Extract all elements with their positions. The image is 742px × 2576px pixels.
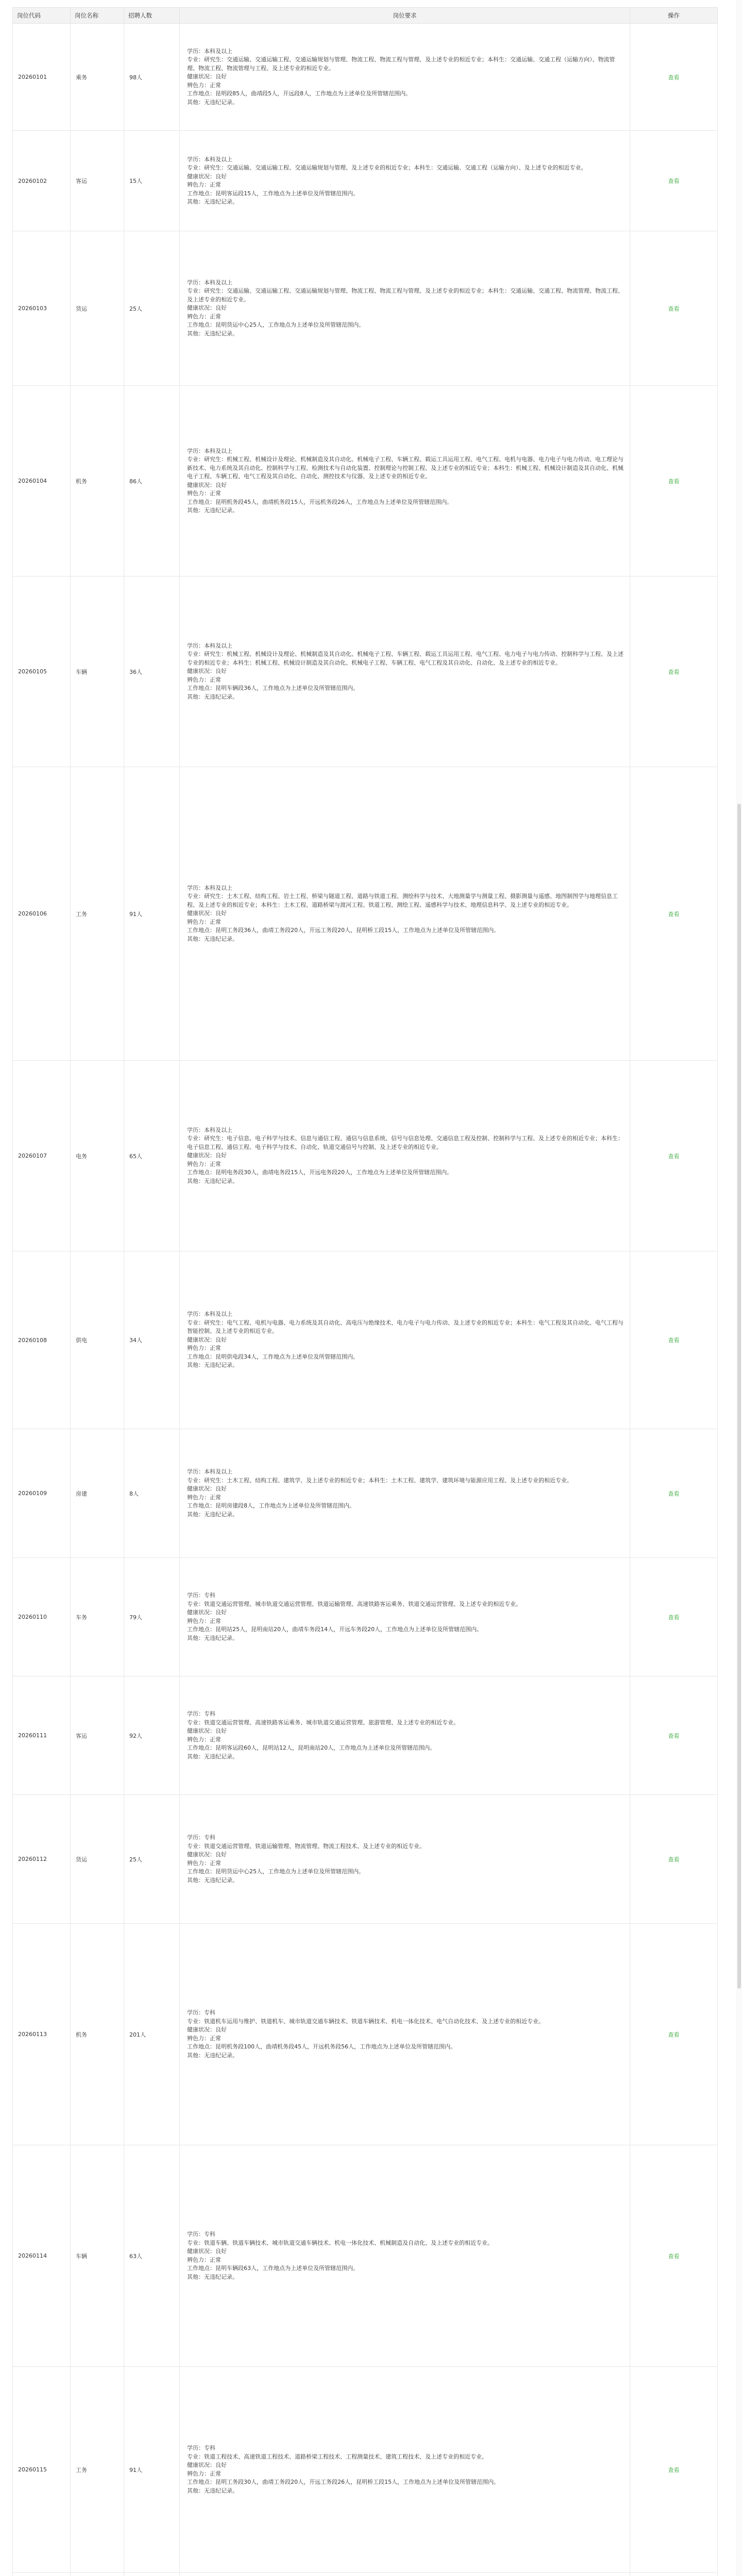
requirement-line: 工作地点：昆明段85人，曲靖段5人，开远段8人，工作地点为上述单位及所管辖范围内。 [187, 90, 411, 97]
job-action-cell [630, 231, 718, 386]
job-name: 货运 [71, 231, 124, 386]
job-count: 63人 [124, 2145, 180, 2367]
requirement-line: 其他：无违纪记录。 [187, 98, 238, 106]
requirement-line: 其他：无违纪记录。 [187, 330, 238, 337]
job-action-cell [630, 1061, 718, 1251]
requirement-line: 专业：研究生：土木工程、结构工程、建筑学、及上述专业的相近专业；本科生：土木工程、建筑学、建筑环境与能源应用工程、及上述专业的相近专业。 [187, 1477, 572, 1484]
job-name: 货运 [71, 1795, 124, 1924]
requirement-line: 辨色力：正常 [187, 1160, 221, 1167]
job-code: 20260111 [13, 1676, 71, 1795]
requirement-line: 专业：研究生：交通运输、交通运输工程、交通运输规划与管理、物流工程、物流工程与管理、及上述专业的相近专业；本科生：交通运输、交通工程、物流管理、物流工程、及上述专业的相近专业。 [187, 287, 623, 303]
job-count: 15人 [124, 131, 180, 231]
view-link[interactable]: 查看 [668, 2466, 680, 2473]
requirement-line: 健康状况：良好 [187, 2026, 227, 2033]
job-action-cell [630, 1795, 718, 1924]
requirement-line: 专业：铁道工程技术、高速铁道工程技术、道路桥梁工程技术、工程测量技术、建筑工程技术、及上述专业的相近专业。 [187, 2453, 487, 2460]
requirement-line: 其他：无违纪记录。 [187, 693, 238, 700]
requirement-line: 辨色力：正常 [187, 81, 221, 89]
requirement-line: 专业：研究生：机械工程、机械设计及理论、机械制造及其自动化、机械电子工程、车辆工程、载运工具运用工程、电气工程、电机与电器、电力电子与电力传动、电工理论与新技术、电力系统及其自动化、控制科学与工程、检测技术与自动化装置、控制理论与控制工程、及上述专业的相近专业；本科生：机械工程、机械设计制造及其自动化、机械电子工程、车辆工程、电气工程及其自动化、自动化、测控技术与仪器、及上述专业的相近专业。 [187, 456, 623, 480]
job-requirements [180, 1795, 630, 1924]
table-row [13, 2573, 718, 2576]
requirement-line: 学历：本科及以上 [187, 156, 232, 163]
view-link[interactable]: 查看 [668, 2031, 680, 2038]
job-action-cell [630, 577, 718, 767]
requirement-line: 工作地点：昆明车辆段36人，工作地点为上述单位及所管辖范围内。 [187, 685, 359, 692]
job-requirements [180, 1061, 630, 1251]
header-requirements: 岗位要求 [180, 8, 630, 24]
job-name: 车务 [71, 1558, 124, 1676]
job-name: 客运 [71, 1676, 124, 1795]
job-name: 乘务 [71, 24, 124, 131]
job-name: 机务 [71, 1924, 124, 2145]
job-name: 机务 [71, 386, 124, 577]
view-link[interactable]: 查看 [668, 1490, 680, 1497]
requirement-line: 学历：本科及以上 [187, 47, 232, 55]
requirement-line: 工作地点：昆明货运中心25人，工作地点为上述单位及所管辖范围内。 [187, 1868, 364, 1875]
requirement-line: 健康状况：良好 [187, 73, 227, 80]
requirement-line: 其他：无违纪记录。 [187, 198, 238, 205]
scrollbar-track[interactable] [736, 0, 742, 2576]
job-name: 车辆 [71, 2145, 124, 2367]
job-action-cell [630, 2573, 718, 2576]
requirement-line: 工作地点：昆明机务段45人，曲靖机务段15人，开远机务段26人，工作地点为上述单位及所管辖范围内。 [187, 498, 452, 505]
job-count: 201人 [124, 1924, 180, 2145]
job-name: 房建 [71, 1429, 124, 1558]
job-action-cell [630, 1429, 718, 1558]
requirement-line: 健康状况：良好 [187, 1851, 227, 1858]
table-body [13, 24, 718, 2576]
requirement-line: 学历：本科及以上 [187, 884, 232, 891]
requirement-line: 工作地点：昆明货运中心25人，工作地点为上述单位及所管辖范围内。 [187, 321, 364, 329]
job-count: 25人 [124, 231, 180, 386]
job-name: 工务 [71, 767, 124, 1061]
view-link[interactable]: 查看 [668, 178, 680, 184]
table-row [13, 231, 718, 386]
table-row [13, 1558, 718, 1676]
header-count: 招聘人数 [124, 8, 180, 24]
requirement-line: 学历：专科 [187, 2445, 215, 2451]
job-action-cell [630, 1251, 718, 1429]
table-row [13, 767, 718, 1061]
requirement-line: 学历：专科 [187, 2009, 215, 2016]
table-row [13, 1251, 718, 1429]
table-header-row [13, 8, 718, 24]
requirement-line: 辨色力：正常 [187, 181, 221, 188]
table-row [13, 2145, 718, 2367]
view-link[interactable]: 查看 [668, 74, 680, 81]
job-code: 20260114 [13, 2145, 71, 2367]
table-row [13, 2367, 718, 2573]
requirement-line: 其他：无违纪记录。 [187, 1511, 238, 1518]
job-requirements [180, 2145, 630, 2367]
requirement-line: 其他：无违纪记录。 [187, 1753, 238, 1760]
requirement-line: 专业：研究生：交通运输、交通运输工程、交通运输规划与管理、及上述专业的相近专业；本科生：交通运输、交通工程（运输方向）、及上述专业的相近专业。 [187, 164, 587, 171]
requirement-line: 学历：本科及以上 [187, 447, 232, 454]
requirement-line: 学历：专科 [187, 1710, 215, 1717]
requirement-line: 其他：无违纪记录。 [187, 1362, 238, 1369]
requirement-line: 辨色力：正常 [187, 313, 221, 320]
job-count: 79人 [124, 1558, 180, 1676]
job-requirements [180, 1558, 630, 1676]
requirement-line: 其他：无违纪记录。 [187, 935, 238, 942]
job-name: 客运 [71, 131, 124, 231]
view-link[interactable]: 查看 [668, 2252, 680, 2260]
job-code: 20260104 [13, 386, 71, 577]
requirement-line: 健康状况：良好 [187, 2248, 227, 2255]
job-code: 20260103 [13, 231, 71, 386]
job-name: 供电 [71, 1251, 124, 1429]
view-link[interactable]: 查看 [668, 478, 680, 485]
job-code: 20260101 [13, 24, 71, 131]
job-count: 25人 [124, 1795, 180, 1924]
view-link[interactable]: 查看 [668, 1614, 680, 1621]
requirement-line: 辨色力：正常 [187, 2035, 221, 2042]
requirement-line: 学历：本科及以上 [187, 642, 232, 649]
job-requirements [180, 231, 630, 386]
requirement-line: 学历：本科及以上 [187, 1311, 232, 1318]
job-code: 20260105 [13, 577, 71, 767]
requirement-line: 辨色力：正常 [187, 2256, 221, 2263]
job-requirements [180, 577, 630, 767]
job-name: 车辆 [71, 577, 124, 767]
view-link[interactable]: 查看 [668, 668, 680, 675]
requirement-line: 专业：铁道车辆、铁道车辆技术、城市轨道交通车辆技术、机电一体化技术、机械制造及自动化、及上述专业的相近专业。 [187, 2239, 493, 2246]
requirement-line: 辨色力：正常 [187, 1494, 221, 1501]
table-row [13, 24, 718, 131]
view-link[interactable]: 查看 [668, 1337, 680, 1344]
job-code: 20260112 [13, 1795, 71, 1924]
requirement-line: 其他：无违纪记录。 [187, 2487, 238, 2494]
requirement-line: 辨色力：正常 [187, 1736, 221, 1743]
requirement-line: 辨色力：正常 [187, 1859, 221, 1867]
table-row [13, 1061, 718, 1251]
requirement-line: 健康状况：良好 [187, 173, 227, 180]
requirement-line: 专业：铁道机车运用与维护、铁道机车、城市轨道交通车辆技术、铁道车辆技术、机电一体化技术、电气自动化技术、及上述专业的相近专业。 [187, 2018, 544, 2025]
requirement-line: 工作地点：昆明车辆段63人，工作地点为上述单位及所管辖范围内。 [187, 2265, 359, 2272]
table-row [13, 131, 718, 231]
requirement-line: 健康状况：良好 [187, 1727, 227, 1734]
requirement-line: 工作地点：昆明机务段100人，曲靖机务段45人，开远机务段56人，工作地点为上述单位及所管辖范围内。 [187, 2043, 456, 2050]
job-code: 20260115 [13, 2367, 71, 2573]
job-count: 86人 [124, 386, 180, 577]
requirement-line: 专业：铁道交通运营管理、城市轨道交通运营管理、铁道运输管理、高速铁路客运乘务、铁道交通运营管理、及上述专业的相近专业。 [187, 1600, 521, 1607]
requirement-line: 健康状况：良好 [187, 2462, 227, 2468]
requirement-line: 其他：无违纪记录。 [187, 507, 238, 514]
table-row [13, 1795, 718, 1924]
header-code: 岗位代码 [13, 8, 71, 24]
job-requirements [180, 131, 630, 231]
requirement-line: 学历：专科 [187, 2231, 215, 2238]
requirement-line: 辨色力：正常 [187, 1617, 221, 1624]
requirement-line: 工作地点：昆明电务段30人，曲靖电务段15人，开远电务段20人，工作地点为上述单位及所管辖范围内。 [187, 1169, 452, 1176]
requirement-line: 工作地点：昆明站25人，昆明南站20人，曲靖车务段14人，开远车务段20人，工作地点为上述单位及所管辖范围内。 [187, 1626, 482, 1633]
job-count: 36人 [124, 577, 180, 767]
job-requirements [180, 2367, 630, 2573]
job-requirements [180, 1924, 630, 2145]
requirement-line: 健康状况：良好 [187, 481, 227, 488]
requirement-line: 学历：专科 [187, 1592, 215, 1599]
job-action-cell [630, 2145, 718, 2367]
job-count: 98人 [124, 24, 180, 131]
requirement-line: 健康状况：良好 [187, 1152, 227, 1159]
requirement-line: 专业：研究生：电气工程、电机与电器、电力系统及其自动化、高电压与绝缘技术、电力电子与电力传动、及上述专业的相近专业；本科生：电气工程及其自动化、电气工程与智能控制、及上述专业的相近专业。 [187, 1319, 623, 1335]
requirement-line: 其他：无违纪记录。 [187, 1876, 238, 1884]
requirement-line: 学历：本科及以上 [187, 1468, 232, 1475]
job-name: 电务 [71, 1061, 124, 1251]
job-count [124, 2573, 180, 2576]
requirement-line: 工作地点：昆明客运段60人，昆明站12人，昆明南站20人，工作地点为上述单位及所管辖范围内。 [187, 1744, 435, 1751]
job-action-cell [630, 24, 718, 131]
requirement-line: 健康状况：良好 [187, 304, 227, 312]
requirement-line: 学历：专科 [187, 1834, 215, 1841]
table-row [13, 577, 718, 767]
job-action-cell [630, 2367, 718, 2573]
job-requirements [180, 386, 630, 577]
job-requirements [180, 767, 630, 1061]
requirement-line: 辨色力：正常 [187, 918, 221, 925]
job-count: 92人 [124, 1676, 180, 1795]
table-row [13, 386, 718, 577]
requirement-line: 其他：无违纪记录。 [187, 2273, 238, 2280]
job-count: 91人 [124, 767, 180, 1061]
requirement-line: 专业：研究生：交通运输、交通运输工程、交通运输规划与管理、物流工程、物流工程与管理、及上述专业的相近专业；本科生：交通运输、交通工程（运输方向）、物流管理、物流工程、物流管理与工程、及上述专业的相近专业。 [187, 56, 615, 72]
job-action-cell [630, 767, 718, 1061]
table-row [13, 1924, 718, 2145]
requirement-line: 其他：无违纪记录。 [187, 2052, 238, 2059]
job-requirements [180, 2573, 630, 2576]
scrollbar-thumb[interactable] [737, 804, 741, 1989]
job-code [13, 2573, 71, 2576]
requirement-line: 辨色力：正常 [187, 1345, 221, 1352]
job-count: 8人 [124, 1429, 180, 1558]
requirement-line: 辨色力：正常 [187, 490, 221, 497]
requirement-line: 辨色力：正常 [187, 2470, 221, 2477]
view-link[interactable]: 查看 [668, 1732, 680, 1739]
requirement-line: 健康状况：良好 [187, 1485, 227, 1492]
requirement-line: 专业：研究生：机械工程、机械设计及理论、机械制造及其自动化、机械电子工程、车辆工程、载运工具运用工程、电气工程、电力电子与电力传动、控制科学与工程、及上述专业的相近专业；本科生：机械工程、机械设计制造及其自动化、机械电子工程、车辆工程、电气工程及其自动化、自动化、及上述专业的相近专业。 [187, 651, 623, 666]
requirement-line: 学历：本科及以上 [187, 1126, 232, 1133]
job-action-cell [630, 131, 718, 231]
requirement-line: 健康状况：良好 [187, 1609, 227, 1616]
job-code: 20260113 [13, 1924, 71, 2145]
job-count: 34人 [124, 1251, 180, 1429]
requirement-line: 工作地点：昆明客运段15人，工作地点为上述单位及所管辖范围内。 [187, 190, 359, 197]
table-row [13, 1429, 718, 1558]
requirement-line: 辨色力：正常 [187, 676, 221, 683]
job-action-cell [630, 1558, 718, 1676]
header-name: 岗位名称 [71, 8, 124, 24]
job-requirements [180, 1251, 630, 1429]
view-link[interactable]: 查看 [668, 1856, 680, 1863]
view-link[interactable]: 查看 [668, 910, 680, 918]
job-code: 20260106 [13, 767, 71, 1061]
requirement-line: 工作地点：昆明工务段30人，曲靖工务段20人，开远工务段26人，昆明桥工段15人，工作地点为上述单位及所管辖范围内。 [187, 2479, 499, 2485]
view-link[interactable]: 查看 [668, 305, 680, 312]
job-code: 20260110 [13, 1558, 71, 1676]
job-count: 65人 [124, 1061, 180, 1251]
requirement-line: 其他：无违纪记录。 [187, 1634, 238, 1641]
job-code: 20260108 [13, 1251, 71, 1429]
requirement-line: 其他：无违纪记录。 [187, 1177, 238, 1184]
table-row [13, 1676, 718, 1795]
requirement-line: 专业：研究生：土木工程、结构工程、岩土工程、桥梁与隧道工程、道路与铁道工程、测绘科学与技术、大地测量学与测量工程、摄影测量与遥感、地图制图学与地理信息工程、及上述专业的相近专业；本科生：土木工程、道路桥梁与渡河工程、铁道工程、测绘工程、遥感科学与技术、地理信息科学、及上述专业的相近专业。 [187, 893, 618, 908]
job-requirements [180, 1429, 630, 1558]
job-requirements [180, 24, 630, 131]
requirement-line: 学历：本科及以上 [187, 279, 232, 286]
requirement-line: 工作地点：昆明工务段36人，曲靖工务段20人，开远工务段20人，昆明桥工段15人，工作地点为上述单位及所管辖范围内。 [187, 927, 499, 934]
job-action-cell [630, 1924, 718, 2145]
requirement-line: 健康状况：良好 [187, 910, 227, 917]
job-action-cell [630, 386, 718, 577]
job-name [71, 2573, 124, 2576]
job-action-cell [630, 1676, 718, 1795]
job-table [12, 7, 718, 2576]
view-link[interactable]: 查看 [668, 1153, 680, 1160]
job-code: 20260107 [13, 1061, 71, 1251]
job-code: 20260109 [13, 1429, 71, 1558]
requirement-line: 专业：铁道交通运营管理、高速铁路客运乘务、城市轨道交通运营管理、旅游管理、及上述专业的相近专业。 [187, 1719, 459, 1726]
job-code: 20260102 [13, 131, 71, 231]
requirement-line: 工作地点：昆明供电段34人，工作地点为上述单位及所管辖范围内。 [187, 1353, 359, 1360]
requirement-line: 专业：铁道交通运营管理、铁道运输管理、物流管理、物流工程技术、及上述专业的相近专业。 [187, 1842, 425, 1850]
requirement-line: 工作地点：昆明房建段8人，工作地点为上述单位及所管辖范围内。 [187, 1502, 355, 1509]
requirement-line: 专业：研究生：电子信息、电子科学与技术、信息与通信工程、通信与信息系统、信号与信息处理、交通信息工程及控制、控制科学与工程、及上述专业的相近专业；本科生：电子信息工程、通信工程、电子科学与技术、自动化、轨道交通信号与控制、及上述专业的相近专业。 [187, 1135, 623, 1150]
job-name: 工务 [71, 2367, 124, 2573]
job-count: 91人 [124, 2367, 180, 2573]
requirement-line: 健康状况：良好 [187, 1336, 227, 1343]
header-action: 操作 [630, 8, 718, 24]
requirement-line: 健康状况：良好 [187, 668, 227, 675]
job-requirements [180, 1676, 630, 1795]
